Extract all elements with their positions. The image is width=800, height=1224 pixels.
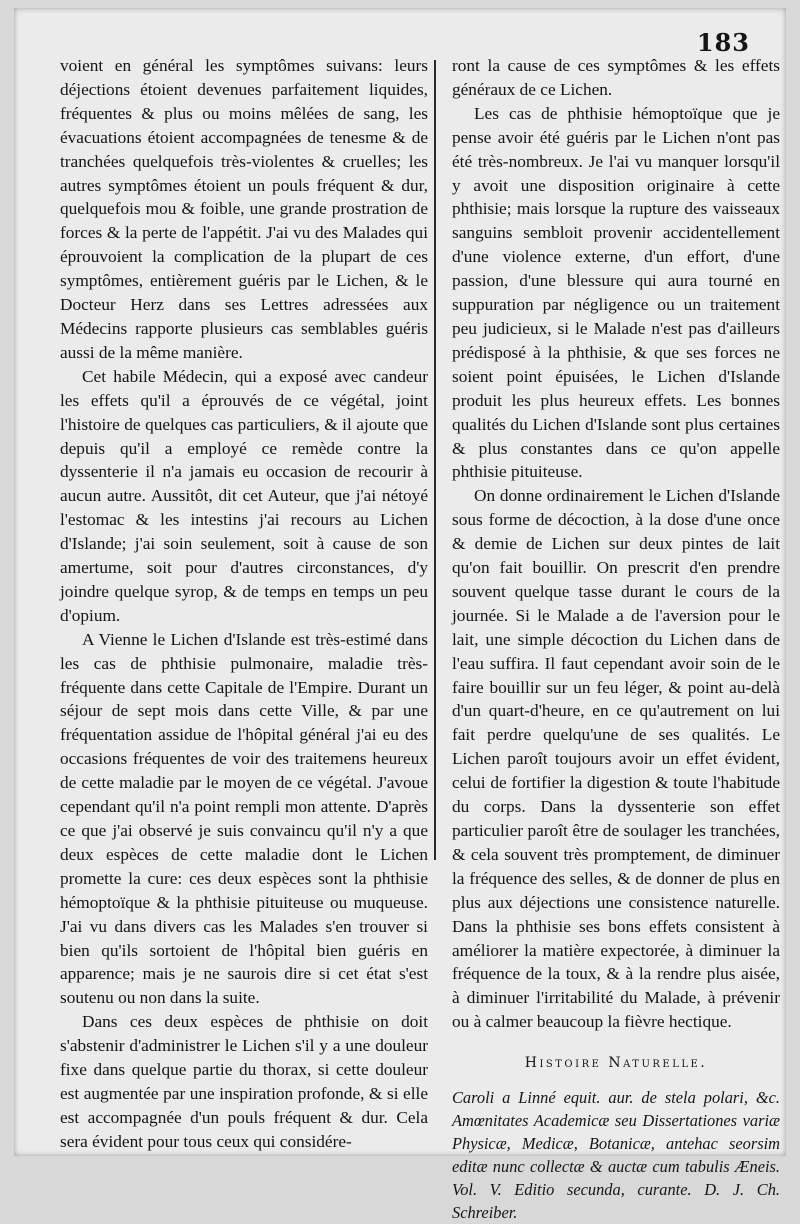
paragraph: Les cas de phthisie hémoptoïque que je pense avoir été guéris par le Lichen n'ont pas été très-nombreux. Je l'ai vu manquer lorsqu'il y avoit une disposition originaire à cette phthisie; mais lorsque la rupture des vaisseaux sanguins sembloit provenir accidentellement d'une violence externe, d'un effort, d'une passion, d'une blessure qui aura tourné en suppuration par négligence ou un traitement peu judicieux, si le Malade n'est pas d'ailleurs prédisposé à la phthisie, & que ses forces ne soient point épuisées, le Lichen d'Islande produit les plus heureux effets. Les bonnes qualités du Lichen d'Islande sont plus certaines & plus constantes dans ce qu'on appelle phthisie pituiteuse. [452, 103, 780, 482]
paragraph: A Vienne le Lichen d'Islande est très-estimé dans les cas de phthisie pulmonaire, maladie très-fréquente dans cette Capitale de l'Empire. Durant un séjour de sept mois dans cette Ville, & par une fréquentation assidue de l'hôpital général j'ai eu des occasions fréquentes de voir des traitemens heureux de cette maladie par le moyen de ce végétal. J'avoue cependant qu'il n'a point rempli mon attente. D'après ce que j'ai observé je suis convaincu qu'il n'y a que deux espèces de cette maladie dont le Lichen promette la cure: ces deux espèces sont la phthisie hémoptoïque & la phthisie pituiteuse ou muqueuse. J'ai vu dans divers cas les Malades s'en trouver si bien qu'ils sortoient de l'hôpital bien guéris en apparence; mais je ne saurois dire si cet état s'est soutenu ou non dans la suite. [60, 629, 428, 1008]
paragraph: voient en général les symptômes suivans: leurs déjections étoient devenues parfaitement liquides, fréquentes & plus ou moins mêlées de sang, les évacuations étoient accompagnées de tenesme & de tranchées quelquefois très-violentes & cruelles; les autres symptômes étoient un pouls fréquent & dur, quelquefois mou & foible, une grande prostration de forces & la perte de l'appétit. J'ai vu des Malades qui éprouvoient la complication de la plupart de ces symptômes, entièrement guéris par le Lichen, & le Docteur Herz dans ses Lettres adressées aux Médecins rapporte plusieurs cas semblables guéris aussi de la même manière. [60, 56, 428, 362]
book-page [14, 8, 786, 1223]
paragraph: Dans ces deux espèces de phthisie on doit s'abstenir d'administrer le Lichen s'il y a une douleur fixe dans quelque partie du thorax, si cette douleur est augmentée par une inspiration profonde, & si elle est accompagnée d'un pouls fréquent & dur. Cela sera évident pour tous ceux qui considére- [60, 1012, 428, 1151]
section-title: Histoire Naturelle. [524, 1055, 708, 1072]
right-column [452, 54, 780, 1224]
paragraph: ront la cause de ces symptômes & les effets généraux de ce Lichen. [452, 56, 780, 99]
left-column [60, 54, 428, 1154]
bibliographic-entry: Caroli a Linné equit. aur. de stela polari, &c. Amœnitates Academicæ seu Dissertationes variæ Physicæ, Medicæ, Botanicæ, antehac seorsim editæ nunc collectæ & auctæ cum tabulis Æneis. Vol. V. Editio secunda, curante. D. J. Ch. Schreiber. [452, 1088, 780, 1223]
column-divider [434, 60, 436, 860]
page-number: 183 [696, 28, 750, 57]
paragraph: Cet habile Médecin, qui a exposé avec candeur les effets qu'il a éprouvés de ce végétal, joint l'histoire de quelques cas particuliers, & il ajoute que depuis qu'il a employé ce remède contre la dyssenterie il n'a jamais eu occasion de recourir à aucun autre. Aussitôt, dit cet Auteur, que j'ai nétoyé l'estomac & les intestins j'ai recours au Lichen d'Islande; j'ai soin seulement, soit à cause de son amertume, soit pour d'autres circonstances, d'y joindre quelque syrop, & de temps en temps un peu d'opium. [60, 366, 428, 625]
paragraph: On donne ordinairement le Lichen d'Islande sous forme de décoction, à la dose d'une once & demie de Lichen sur deux pintes de lait qu'on fait bouillir. On prescrit d'en prendre souvent quelque tasse durant le cours de la journée. Si le Malade a de l'aversion pour le lait, une simple décoction du Lichen dans de l'eau suffira. Il faut cependant avoir soin de le faire bouillir sur un feu léger, & point au-delà d'un quart-d'heure, en ce qu'autrement on lui fait perdre quelqu'une de ses qualités. Le Lichen paroît toujours avoir un effet évident, celui de fortifier la digestion & toute l'habitude du corps. Dans la dyssenterie son effet particulier paroît être de soulager les tranchées, & cela souvent très promptement, de diminuer la fréquence des selles, & de donner de plus en plus aux déjections une consistence naturelle. Dans la phthisie ses bons effets consistent à améliorer la matière expectorée, à diminuer la fréquence de la toux, & à la rendre plus aisée, à diminuer l'irritabilité du Malade, à prévenir ou à calmer beaucoup la fièvre hectique. [452, 486, 780, 1032]
